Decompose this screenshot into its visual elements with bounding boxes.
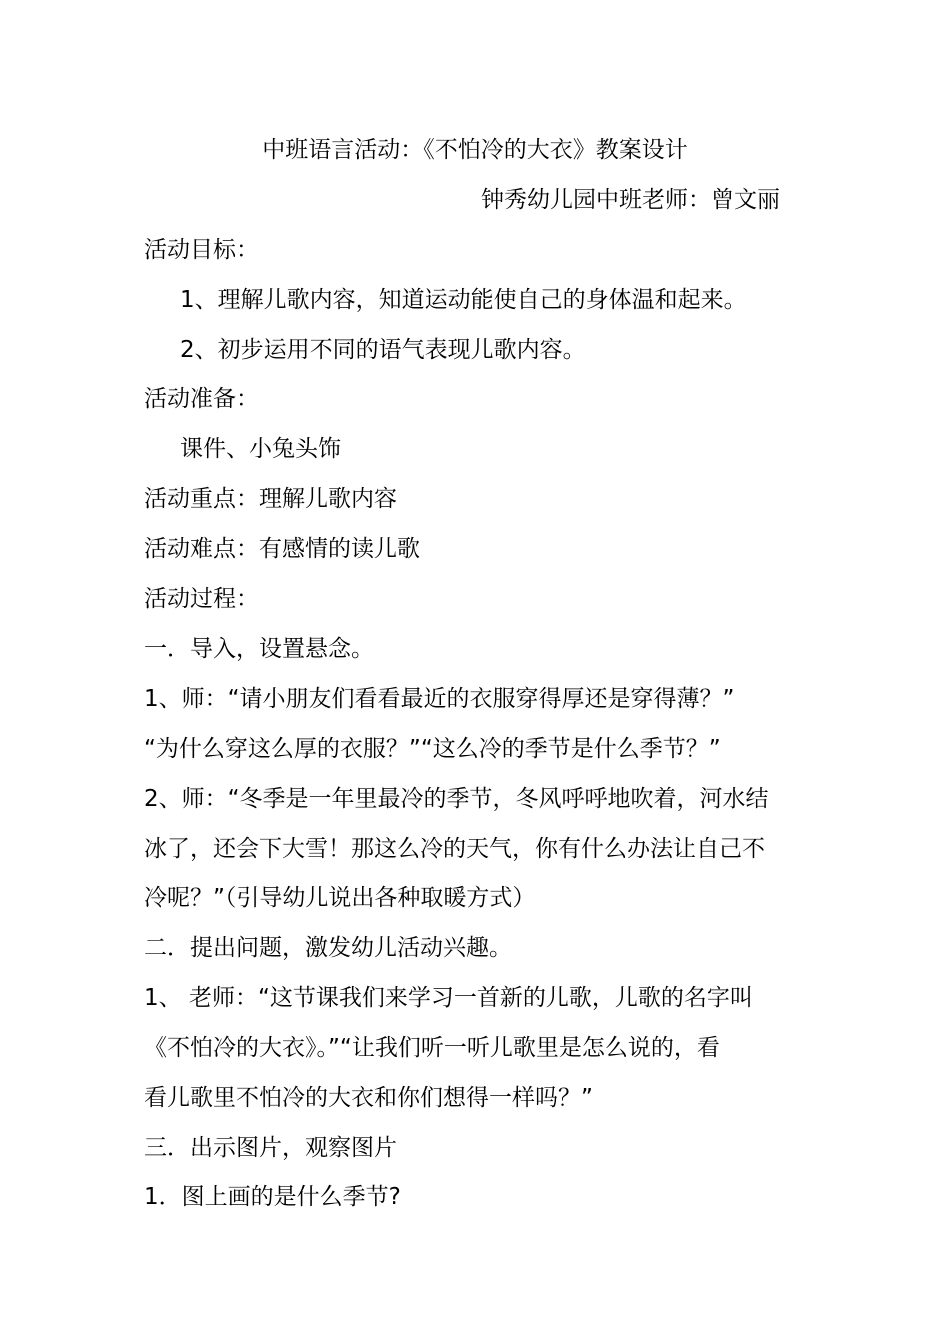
document-author: 钟秀幼儿园中班老师：曾文丽 [481, 187, 780, 213]
process-step-heading-2: 二．提出问题，激发幼儿活动兴趣。 [144, 935, 512, 961]
goal-item-1: 1、理解儿歌内容，知道运动能使自己的身体温和起来。 [180, 287, 747, 313]
paragraph-line: 1．图上画的是什么季节? [144, 1184, 401, 1210]
paragraph-line: 看儿歌里不怕冷的大衣和你们想得一样吗？” [144, 1085, 593, 1111]
section-heading-goals: 活动目标： [144, 237, 259, 263]
paragraph-line: 冷呢？”（引导幼儿说出各种取暖方式） [144, 885, 536, 911]
key-point-line: 活动重点：理解儿歌内容 [144, 486, 397, 512]
process-step-heading-3: 三．出示图片，观察图片 [144, 1135, 397, 1161]
paragraph-line: 1、 老师：“这节课我们来学习一首新的儿歌，儿歌的名字叫 [144, 985, 753, 1011]
paragraph-line: 《不怕冷的大衣》。”“让我们听一听儿歌里是怎么说的，看 [144, 1035, 720, 1061]
section-heading-preparation: 活动准备： [144, 386, 259, 412]
preparation-materials: 课件、小兔头饰 [180, 436, 341, 462]
goal-item-2: 2、初步运用不同的语气表现儿歌内容。 [180, 337, 586, 363]
paragraph-line: 冰了，还会下大雪！那这么冷的天气，你有什么办法让自己不 [144, 836, 765, 862]
section-heading-process: 活动过程： [144, 586, 259, 612]
paragraph-line: 1、师：“请小朋友们看看最近的衣服穿得厚还是穿得薄？” [144, 686, 735, 712]
paragraph-line: “为什么穿这么厚的衣服？”“这么冷的季节是什么季节？” [144, 736, 721, 762]
difficult-point-line: 活动难点：有感情的读儿歌 [144, 536, 420, 562]
paragraph-line: 2、师：“冬季是一年里最冷的季节，冬风呼呼地吹着，河水结 [144, 786, 769, 812]
document-title: 中班语言活动：《不怕冷的大衣》教案设计 [262, 137, 688, 163]
process-step-heading-1: 一．导入，设置悬念。 [144, 636, 374, 662]
